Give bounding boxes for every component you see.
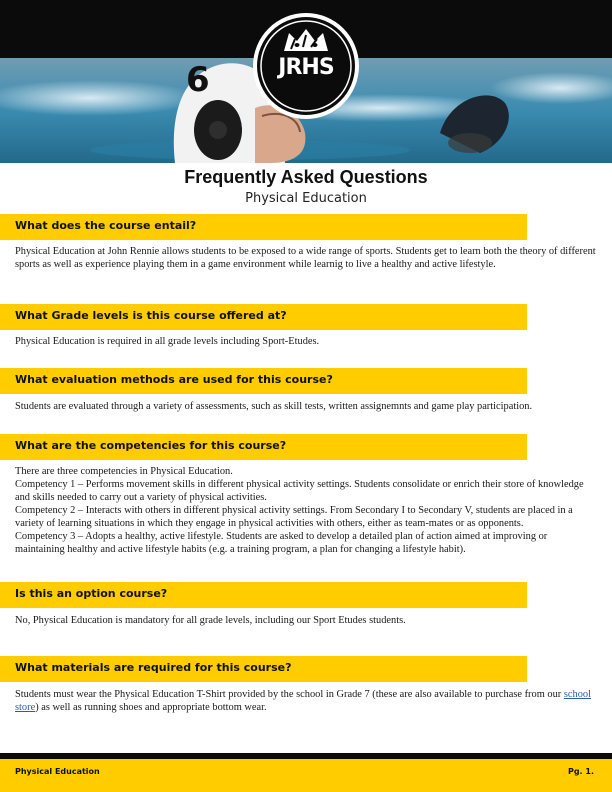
logo-text: JRHS (278, 55, 334, 80)
answer-text (15, 245, 597, 271)
answer-paragraph: Physical Education at John Rennie allows students to be exposed to a wide range of sports. Students get to learn both the theory of different sports as well as experience playing them in a game environment while learnig to live a healthy and active lifestyle. (15, 246, 596, 270)
question-heading: What does the course entail? (15, 219, 197, 232)
question-bar (0, 582, 527, 608)
answer-text-after-link: ) as well as running shoes and appropriate bottom wear. (35, 702, 267, 713)
answer-paragraph: Competency 3 – Adopts a healthy, active lifestyle. Students are asked to develop a detailed plan of action aimed at improving or maintaining healthy and active lifestyle habits (e.g. a training program, a plan for changing a lifestyle habit). (15, 531, 548, 555)
answer-paragraph: No, Physical Education is mandatory for all grade levels, including our Sport Etudes students. (15, 615, 406, 626)
page-title: Frequently Asked Questions (184, 167, 428, 187)
question-bar (0, 368, 527, 394)
page-subtitle: Physical Education (245, 191, 367, 206)
question-heading: Is this an option course? (15, 587, 168, 600)
answer-paragraph: There are three competencies in Physical Education. (15, 466, 233, 477)
answer-paragraph (15, 688, 597, 714)
footer (0, 759, 612, 792)
question-bar (0, 434, 527, 460)
answer-text (15, 335, 597, 348)
answer-text (15, 614, 597, 627)
answer-paragraph: Students are evaluated through a variety of assessments, such as skill tests, written assignemnts and game play participation. (15, 401, 533, 412)
answer-text-before-link: Students must wear the Physical Education T-Shirt provided by the school in Grade 7 (these are also available to purchase from our (15, 689, 564, 700)
answer-text (15, 688, 597, 714)
page-number: Pg. 1. (567, 767, 594, 776)
question-bar (0, 656, 527, 682)
school-store-link[interactable]: school store (15, 689, 591, 713)
answer-paragraph: Competency 1 – Performs movement skills in different physical activity settings. Students consolidate or enrich their store of knowledge and skills needed to carry out a variety of physical activities. (15, 479, 584, 503)
question-heading: What are the competencies for this course? (15, 439, 287, 452)
footer-section-label: Physical Education (15, 767, 100, 776)
question-bar (0, 304, 527, 330)
cap-number: 6 (186, 60, 210, 100)
question-bar (0, 214, 527, 240)
answer-text (15, 400, 597, 413)
answer-paragraph: Competency 2 – Interacts with others in different physical activity settings. From Secondary I to Secondary V, students are placed in a variety of learning situations in which they engage in physical activities with others, either as team-mates or as opponents. (15, 505, 573, 529)
question-heading: What Grade levels is this course offered at? (15, 309, 287, 322)
answer-text (15, 465, 597, 556)
question-heading: What materials are required for this course? (15, 661, 292, 674)
question-heading: What evaluation methods are used for this course? (15, 373, 333, 386)
school-logo (251, 11, 361, 121)
answer-paragraph: Physical Education is required in all grade levels including Sport-Etudes. (15, 336, 320, 347)
title-block (0, 166, 612, 208)
